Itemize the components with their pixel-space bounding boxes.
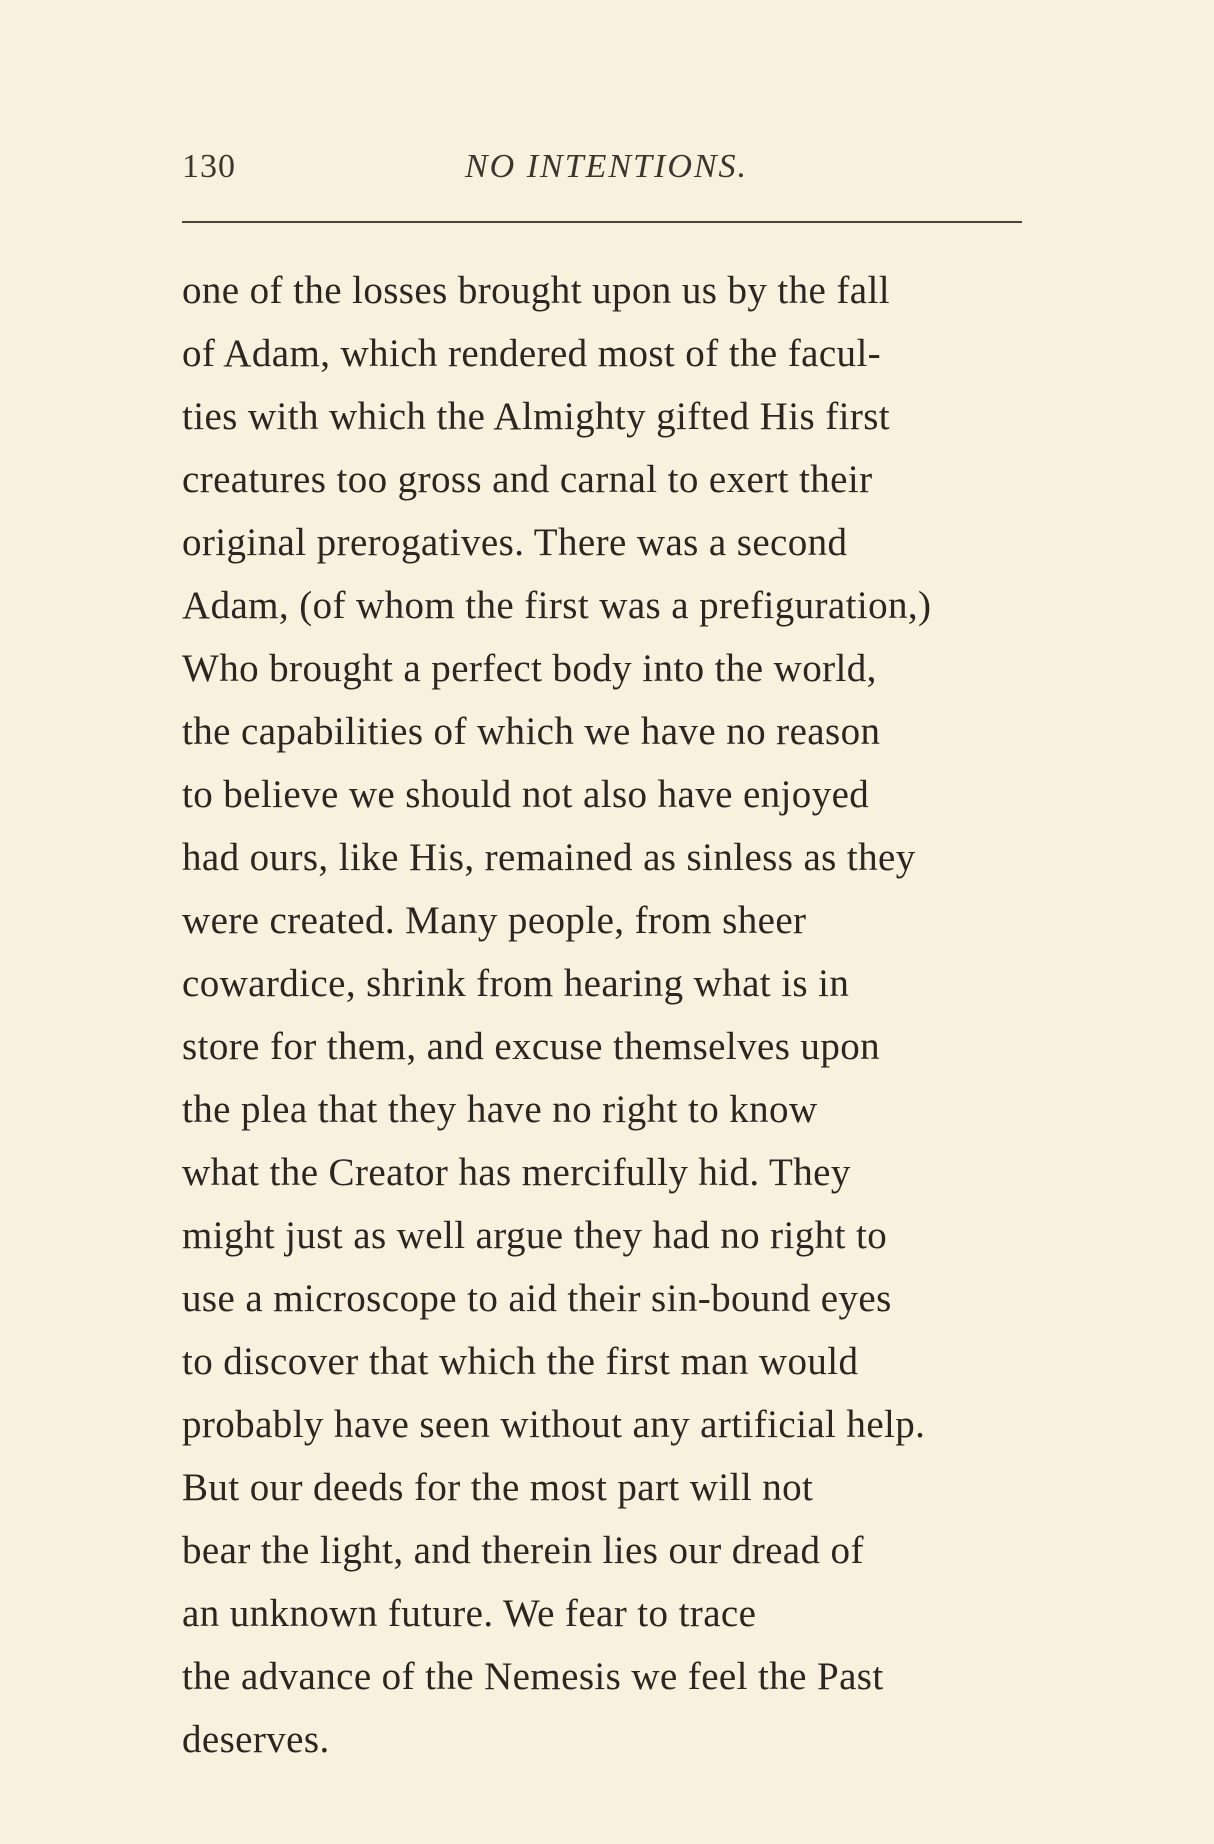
text-line: deserves. bbox=[182, 1718, 330, 1761]
text-line: cowardice, shrink from hearing what is in bbox=[182, 962, 850, 1005]
text-line: ties with which the Almighty gifted His first bbox=[182, 395, 891, 438]
text-line: bear the light, and therein lies our dread of bbox=[182, 1529, 864, 1572]
text-line: use a microscope to aid their sin-bound eyes bbox=[182, 1277, 892, 1320]
text-line: to discover that which the first man would bbox=[182, 1340, 859, 1383]
page-number: 130 bbox=[182, 148, 236, 185]
text-line: creatures too gross and carnal to exert their bbox=[182, 458, 873, 501]
body-text bbox=[182, 259, 1082, 1771]
text-line: original prerogatives. There was a second bbox=[182, 521, 848, 564]
text-line: the advance of the Nemesis we feel the Past bbox=[182, 1655, 884, 1698]
text-line: might just as well argue they had no right to bbox=[182, 1214, 888, 1257]
text-line: But our deeds for the most part will not bbox=[182, 1466, 814, 1509]
text-line: probably have seen without any artificial help. bbox=[182, 1403, 926, 1446]
text-line: store for them, and excuse themselves upon bbox=[182, 1025, 881, 1068]
running-head bbox=[182, 148, 1022, 198]
text-line: Adam, (of whom the first was a prefiguration,) bbox=[182, 584, 932, 627]
running-title: NO INTENTIONS. bbox=[465, 148, 749, 185]
text-line: the capabilities of which we have no reason bbox=[182, 710, 881, 753]
text-line: to believe we should not also have enjoyed bbox=[182, 773, 870, 816]
text-line: an unknown future. We fear to trace bbox=[182, 1592, 757, 1635]
text-line: had ours, like His, remained as sinless as they bbox=[182, 836, 916, 879]
header-rule bbox=[182, 221, 1022, 223]
text-line: what the Creator has mercifully hid. They bbox=[182, 1151, 851, 1194]
text-line: one of the losses brought upon us by the fall bbox=[182, 269, 890, 312]
text-line: the plea that they have no right to know bbox=[182, 1088, 818, 1131]
text-line: of Adam, which rendered most of the facul- bbox=[182, 332, 882, 375]
text-line: were created. Many people, from sheer bbox=[182, 899, 807, 942]
text-line: Who brought a perfect body into the world, bbox=[182, 647, 877, 690]
